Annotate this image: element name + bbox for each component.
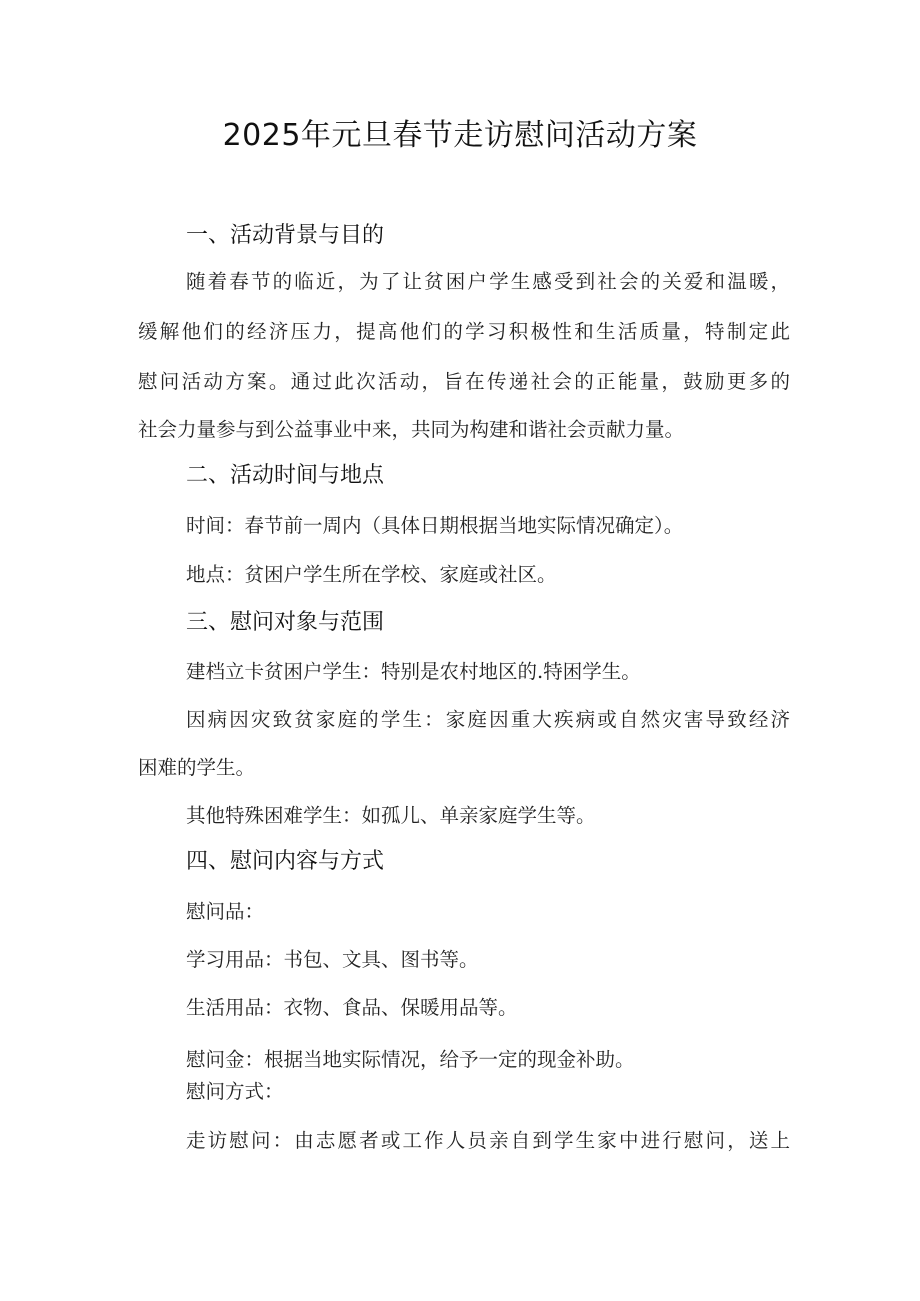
document-title: 2025年元旦春节走访慰问活动方案 [222, 118, 698, 153]
paragraph-line: 社会力量参与到公益事业中来，共同为构建和谐社会贡献力量。 [138, 418, 685, 441]
paragraph-line: 走访慰问：由志愿者或工作人员亲自到学生家中进行慰问，送上 [186, 1129, 790, 1152]
paragraph-line: 生活用品：衣物、食品、保暖用品等。 [186, 996, 518, 1019]
paragraph-line: 慰问方式： [186, 1080, 284, 1103]
paragraph-line: 慰问品： [186, 900, 265, 923]
paragraph-line: 学习用品：书包、文具、图书等。 [186, 948, 479, 971]
paragraph-line: 慰问金：根据当地实际情况，给予一定的现金补助。 [186, 1048, 635, 1071]
paragraph-line: 地点：贫困户学生所在学校、家庭或社区。 [186, 563, 557, 586]
paragraph-line: 其他特殊困难学生：如孤儿、单亲家庭学生等。 [186, 804, 596, 827]
paragraph-line: 时间：春节前一周内（具体日期根据当地实际情况确定）。 [186, 514, 684, 537]
paragraph-line: 缓解他们的经济压力，提高他们的学习积极性和生活质量，特制定此 [138, 320, 790, 343]
section-heading-targets: 三、慰问对象与范围 [186, 610, 385, 635]
paragraph-line: 慰问活动方案。通过此次活动，旨在传递社会的正能量，鼓励更多的 [138, 370, 790, 393]
section-heading-content-methods: 四、慰问内容与方式 [186, 849, 385, 874]
paragraph-line: 建档立卡贫困户学生：特别是农村地区的.特困学生。 [186, 660, 641, 683]
section-heading-time-location: 二、活动时间与地点 [186, 463, 385, 488]
paragraph-line: 随着春节的临近，为了让贫困户学生感受到社会的关爱和温暖， [186, 270, 790, 293]
section-heading-background: 一、活动背景与目的 [186, 223, 385, 248]
paragraph-line: 困难的学生。 [138, 756, 256, 779]
paragraph-line: 因病因灾致贫家庭的学生：家庭因重大疾病或自然灾害导致经济 [186, 708, 790, 731]
